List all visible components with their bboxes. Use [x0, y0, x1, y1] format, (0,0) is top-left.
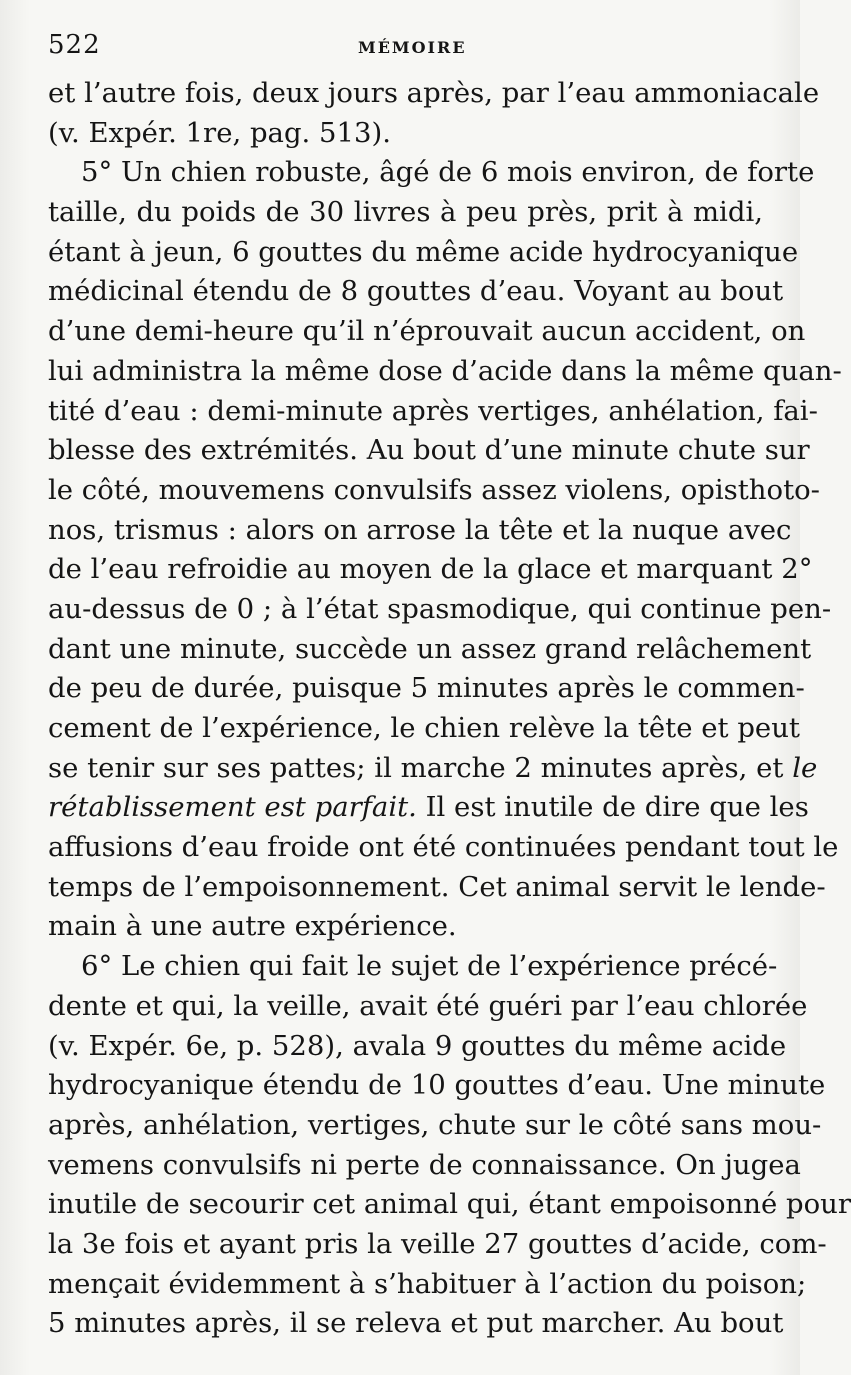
text-line: le côté, mouvemens convulsifs assez violens, opisthoto- — [48, 473, 820, 506]
text-fragment: se tenir sur ses pattes; il marche 2 minutes après, et — [48, 751, 784, 784]
text-line: taille, du poids de 30 livres à peu près, prit à midi, — [48, 196, 763, 229]
text-line: main à une autre expérience. — [48, 910, 457, 943]
text-line: nos, trismus : alors on arrose la tête et la nuque avec — [48, 513, 792, 546]
text-line — [48, 788, 809, 828]
italic-fragment: le — [792, 751, 818, 784]
text-line: vemens convulsifs ni perte de connaissance. On jugea — [48, 1148, 801, 1181]
text-line: dant une minute, succède un assez grand relâchement — [48, 632, 812, 665]
text-line: hydrocyanique étendu de 10 gouttes d’eau. Une minute — [48, 1069, 826, 1102]
text-line: étant à jeun, 6 gouttes du même acide hydrocyanique — [48, 235, 799, 268]
italic-fragment: rétablissement est parfait. — [48, 791, 417, 824]
text-line: et l’autre fois, deux jours après, par l’eau ammoniacale — [48, 77, 820, 109]
text-line: blesse des extrémités. Au bout d’une minute chute sur — [48, 434, 810, 467]
page-number: 522 — [48, 30, 101, 60]
text-line: mençait évidemment à s’habituer à l’action du poison; — [48, 1267, 807, 1300]
running-head: MÉMOIRE — [358, 38, 467, 57]
text-fragment: Il est inutile de dire que les — [425, 791, 809, 824]
text-line: 6° Le chien qui fait le sujet de l’expérience précé- — [81, 950, 778, 983]
text-line: (v. Expér. 1re, pag. 513). — [48, 116, 391, 149]
text-line: tité d’eau : demi-minute après vertiges, anhélation, fai- — [48, 394, 818, 427]
text-line: lui administra la même dose d’acide dans la même quan- — [48, 354, 842, 387]
text-line: 5° Un chien robuste, âgé de 6 mois environ, de forte — [81, 156, 815, 189]
text-line: de peu de durée, puisque 5 minutes après le commen- — [48, 672, 805, 705]
text-line: d’une demi-heure qu’il n’éprouvait aucun accident, on — [48, 315, 806, 348]
text-line: affusions d’eau froide ont été continuées pendant tout le — [48, 831, 839, 864]
text-line: dente et qui, la veille, avait été guéri par l’eau chlorée — [48, 989, 808, 1022]
page-header — [48, 30, 760, 70]
text-line: 5 minutes après, il se releva et put marcher. Au bout — [48, 1307, 784, 1340]
text-line: la 3e fois et ayant pris la veille 27 gouttes d’acide, com- — [48, 1227, 827, 1260]
text-line: au-dessus de 0 ; à l’état spasmodique, qui continue pen- — [48, 592, 832, 625]
text-line — [48, 749, 818, 789]
text-line: (v. Expér. 6e, p. 528), avala 9 gouttes du même acide — [48, 1029, 787, 1062]
text-line: après, anhélation, vertiges, chute sur le côté sans mou- — [48, 1108, 822, 1141]
body-text — [48, 74, 851, 1344]
text-line: cement de l’expérience, le chien relève la tête et peut — [48, 712, 800, 744]
text-line: temps de l’empoisonnement. Cet animal servit le lende- — [48, 870, 826, 903]
text-line: de l’eau refroidie au moyen de la glace et marquant 2° — [48, 553, 813, 586]
text-line: médicinal étendu de 8 gouttes d’eau. Voyant au bout — [48, 275, 784, 308]
text-line: inutile de secourir cet animal qui, étant empoisonné pour — [48, 1188, 851, 1221]
